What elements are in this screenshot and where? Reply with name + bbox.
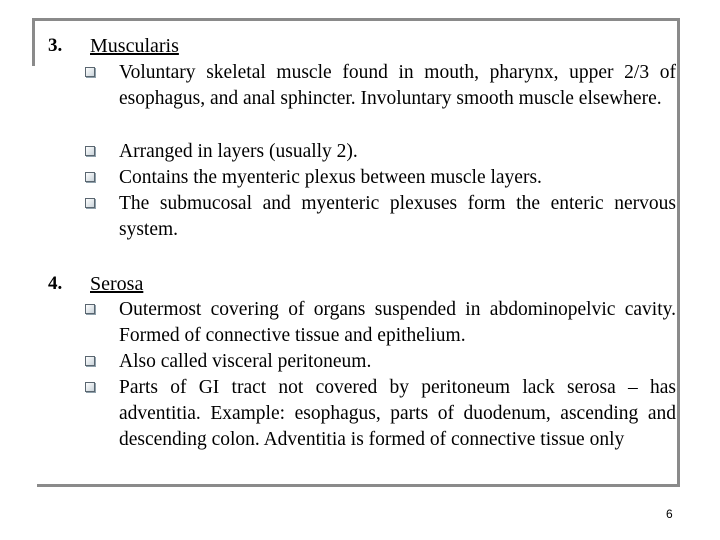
list-item [119,139,676,165]
list-item [119,375,676,454]
list-item [119,60,676,112]
list-item-text: Outermost covering of organs suspended in abdominopelvic cavity. Formed of connective tissue and epithelium. [119,299,676,347]
section-number: 3. [48,35,63,56]
frame-top-rule [32,18,680,21]
frame-right-rule [677,18,680,484]
square-bullet-icon [85,382,95,392]
square-bullet-icon [85,146,95,156]
page-number: 6 [666,507,673,521]
list-item [119,349,676,375]
frame-bottom-rule [37,484,680,487]
list-item-text: The submucosal and myenteric plexuses form the enteric nervous system. [119,193,676,241]
frame-left-rule [32,18,35,66]
list-item-text: Also called visceral peritoneum. [119,351,372,372]
section-title: Muscularis [90,35,179,57]
list-item-text: Arranged in layers (usually 2). [119,141,358,162]
square-bullet-icon [85,198,95,208]
list-item-text: Contains the myenteric plexus between muscle layers. [119,167,542,188]
list-item-text: Voluntary skeletal muscle found in mouth, pharynx, upper 2/3 of esophagus, and anal sphincter. Involuntary smooth muscle elsewhere. [119,62,676,110]
section-number: 4. [48,273,63,294]
list-item [119,297,676,349]
list-item [119,191,676,243]
square-bullet-icon [85,67,95,77]
section-title: Serosa [90,273,144,295]
list-item [119,165,676,191]
square-bullet-icon [85,356,95,366]
square-bullet-icon [85,172,95,182]
square-bullet-icon [85,304,95,314]
list-item-text: Parts of GI tract not covered by peritoneum lack serosa – has adventitia. Example: esophagus, parts of duodenum, ascending and descending colon. Adventitia is formed of connective tissue only [119,377,676,451]
